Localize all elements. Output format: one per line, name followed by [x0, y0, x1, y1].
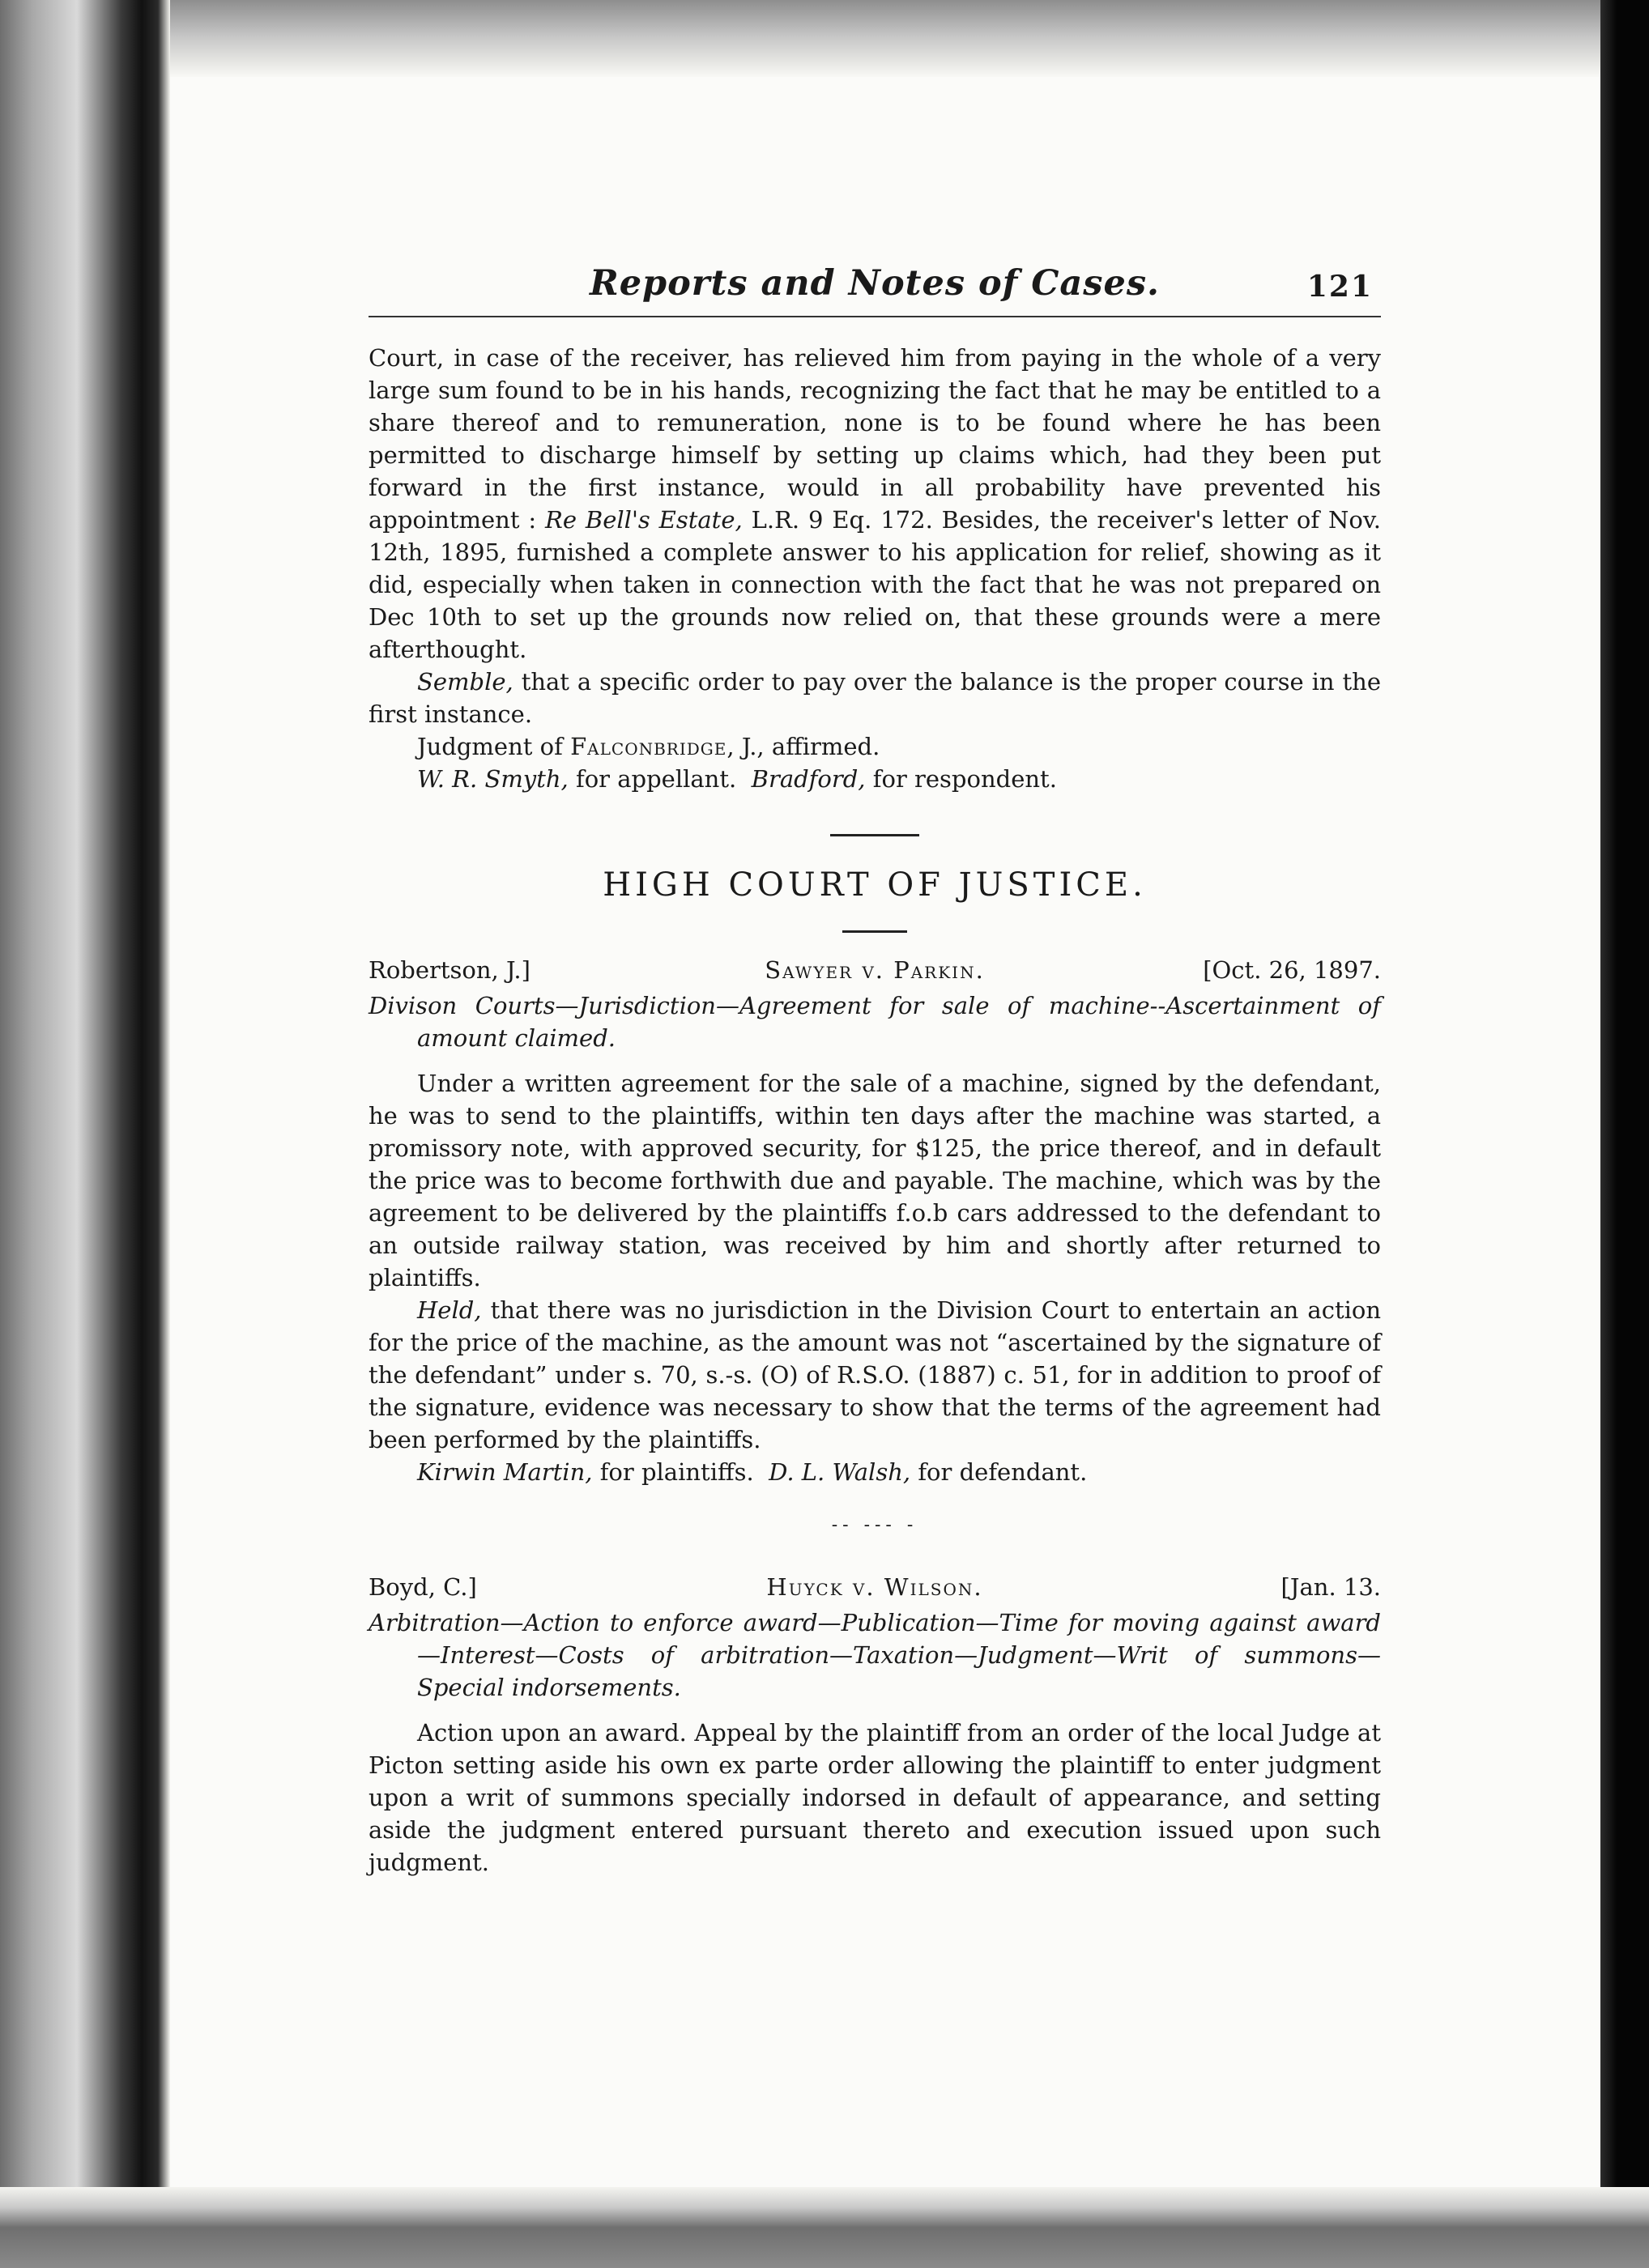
section-rule — [830, 834, 919, 836]
counsel-respondent-role: for respondent. — [872, 765, 1057, 793]
case-sawyer-parkin — [369, 954, 1381, 1488]
scan-edge-left — [0, 0, 170, 2268]
case-2-name: Huyck v. Wilson. — [766, 1573, 983, 1601]
judgment-judge: Falconbridge — [570, 733, 727, 760]
case-1-counsel-plaintiffs-name: Kirwin Martin, — [417, 1458, 593, 1486]
prior-case-counsel — [369, 763, 1381, 795]
semble-word: Semble, — [417, 668, 513, 696]
case-1-header — [369, 954, 1381, 989]
semble-paragraph — [369, 666, 1381, 730]
citation-rest: L.R. 9 Eq. 172. Besides, the receiver's letter of Nov. 12th, 1895, furnished a complete answer to his application for relief, showing as it did, especially when taken in connection with the fact that he was not prepared on Dec 10th to set up the grounds now relied on, that these grounds were a mere afterthought. — [369, 506, 1381, 663]
citation-name: Re Bell's Estate, — [545, 506, 743, 534]
page-number: 121 — [1306, 270, 1373, 304]
court-heading-rule — [842, 930, 907, 933]
case-1-name: Sawyer v. Parkin. — [765, 956, 985, 984]
judgment-line — [369, 730, 1381, 763]
case-huyck-wilson — [369, 1571, 1381, 1879]
case-2-facts: Action upon an award. Appeal by the plaintiff from an order of the local Judge at Picton setting aside his own ex parte order allowing the plaintiff to enter judgment upon a writ of summons specially indorsed in default of appearance, and setting aside the judgment entered pursuant thereto and execution issued upon such judgment. — [369, 1719, 1381, 1876]
case-1-judge: Robertson, J.] — [369, 956, 530, 984]
case-2-judge: Boyd, C.] — [369, 1573, 477, 1601]
case-1-catchwords: Divison Courts—Jurisdiction—Agreement for sale of machine--Ascertainment of amount claimed. — [369, 992, 1381, 1052]
page-content — [369, 263, 1382, 1879]
counsel-appellant-name: W. R. Smyth, — [417, 765, 569, 793]
case-2-header — [369, 1571, 1381, 1606]
case-separator: -- --- - — [831, 1515, 918, 1535]
prior-case-paragraph — [369, 342, 1381, 666]
case-1-date: [Oct. 26, 1897. — [1203, 956, 1381, 984]
case-2-date: [Jan. 13. — [1280, 1573, 1381, 1601]
prior-case-section — [369, 342, 1381, 795]
judgment-suffix: , J., affirmed. — [726, 733, 880, 760]
semble-text: that a specific order to pay over the balance is the proper course in the first instance. — [369, 668, 1381, 728]
counsel-respondent-name: Bradford, — [751, 765, 866, 793]
case-1-held-text: that there was no jurisdiction in the Division Court to entertain an action for the price of the machine, as the amount was not “ascertained by the signature of the defendant” under s. 70, s.-s. (O) of R.S.O. (1887) c. 51, for in addition to proof of the signature, evidence was necessary to show that the terms of the agreement had been performed by the plaintiffs. — [369, 1296, 1382, 1453]
case-1-counsel-defendant-role: for defendant. — [918, 1458, 1088, 1486]
running-title: Reports and Notes of Cases. — [589, 263, 1161, 304]
court-heading: HIGH COURT OF JUSTICE. — [603, 866, 1147, 904]
case-1-held — [369, 1294, 1381, 1456]
case-2-catchwords: Arbitration—Action to enforce award—Publication—Time for moving against award—Interest—Costs of arbitration—Taxation—Judgment—Writ of summons—Special indorsements. — [369, 1609, 1381, 1701]
judgment-prefix: Judgment of — [417, 733, 563, 760]
case-1-held-word: Held, — [417, 1296, 482, 1324]
scan-edge-top — [0, 0, 1649, 77]
case-1-counsel-plaintiffs-role: for plaintiffs. — [599, 1458, 754, 1486]
case-1-counsel-defendant-name: D. L. Walsh, — [769, 1458, 911, 1486]
scan-edge-bottom — [0, 2187, 1649, 2268]
running-header — [369, 263, 1381, 317]
case-1-counsel — [369, 1456, 1381, 1488]
scan-edge-right — [1600, 0, 1649, 2268]
case-1-facts: Under a written agreement for the sale of a machine, signed by the defendant, he was to send to the plaintiffs, within ten days after the machine was started, a promissory note, with approved security, for $125, the price thereof, and in default the price was to become forthwith due and payable. The machine, which was by the agreement to be delivered by the plaintiffs f.o.b cars addressed to the defendant to an outside railway station, was received by him and shortly after returned to plaintiffs. — [369, 1070, 1381, 1291]
prior-case-text: Court, in case of the receiver, has relieved him from paying in the whole of a very large sum found to be in his hands, recognizing the fact that he may be entitled to a share thereof and to remuneration, none is to be found where he has been permitted to discharge himself by setting up claims which, had they been put forward in the first instance, would in all probability have prevented his appointment : — [369, 344, 1381, 534]
counsel-appellant-role: for appellant. — [575, 765, 737, 793]
